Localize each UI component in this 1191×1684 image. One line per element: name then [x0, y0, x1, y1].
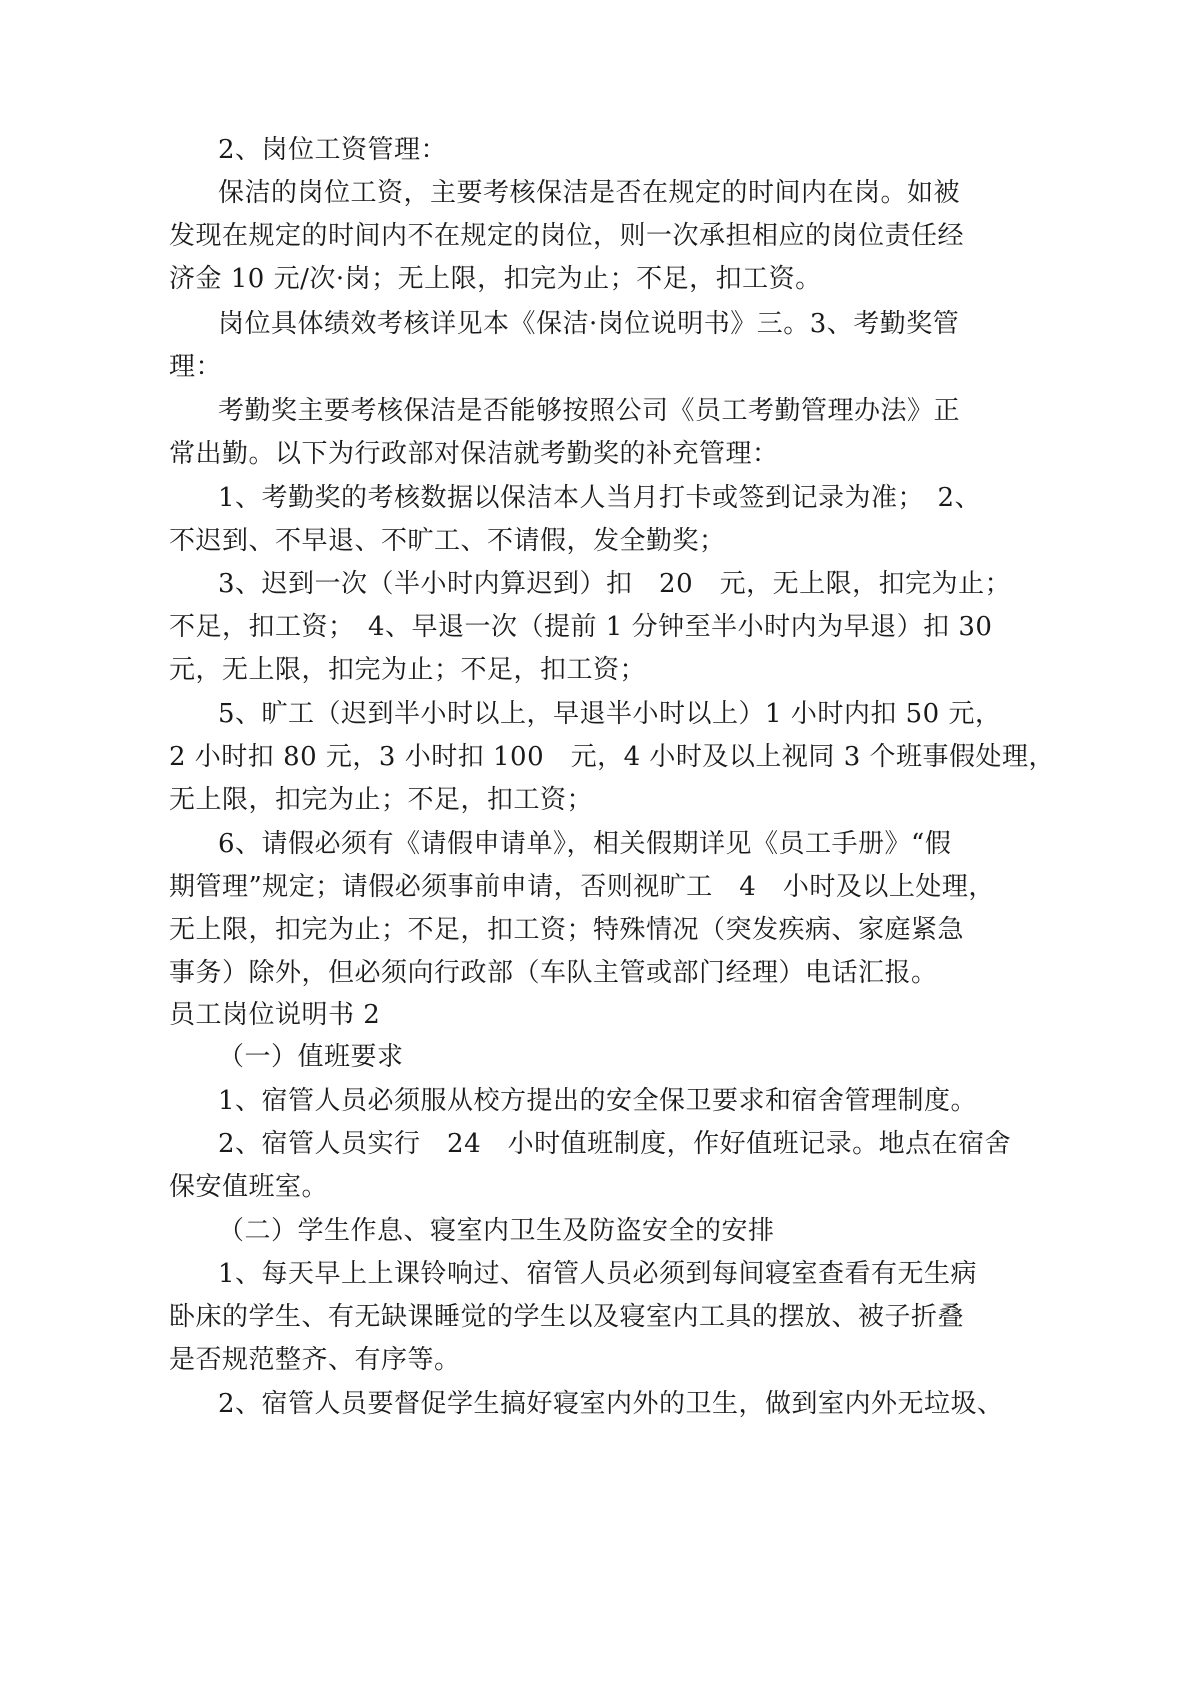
text-line: 2、岗位工资管理：	[218, 135, 448, 165]
text-line: 不足，扣工资； 4、早退一次（提前 1 分钟至半小时内为早退）扣 30	[169, 612, 993, 642]
text-line: 考勤奖主要考核保洁是否能够按照公司《员工考勤管理办法》正	[218, 396, 961, 426]
subsection-heading: （二）学生作息、寝室内卫生及防盗安全的安排	[218, 1216, 775, 1246]
text-line: 1、宿管人员必须服从校方提出的安全保卫要求和宿舍管理制度。	[218, 1086, 978, 1116]
text-line: 2 小时扣 80 元，3 小时扣 100 元，4 小时及以上视同 3 个班事假处理，	[169, 742, 1055, 772]
text-line: 卧床的学生、有无缺课睡觉的学生以及寝室内工具的摆放、被子折叠	[169, 1302, 965, 1332]
text-line: 无上限，扣完为止；不足，扣工资；特殊情况（突发疾病、家庭紧急	[169, 915, 965, 945]
text-line: 1、每天早上上课铃响过、宿管人员必须到每间寝室查看有无生病	[218, 1259, 978, 1289]
text-line: 2、宿管人员实行 24 小时值班制度，作好值班记录。地点在宿舍	[218, 1129, 1012, 1159]
text-line: 理：	[169, 352, 223, 382]
text-line: 事务）除外，但必须向行政部（车队主管或部门经理）电话汇报。	[169, 958, 938, 988]
section-title: 员工岗位说明书 2	[169, 1000, 381, 1030]
text-line: 无上限，扣完为止；不足，扣工资；	[169, 785, 594, 815]
text-line: 保安值班室。	[169, 1172, 329, 1202]
text-line: 岗位具体绩效考核详见本《保洁·岗位说明书》三。3、考勤奖管	[218, 309, 960, 339]
text-line: 1、考勤奖的考核数据以保洁本人当月打卡或签到记录为准； 2、	[218, 483, 982, 513]
text-line: 5、旷工（迟到半小时以上，早退半小时以上）1 小时内扣 50 元，	[218, 699, 1002, 729]
text-line: 保洁的岗位工资，主要考核保洁是否在规定的时间内在岗。如被	[218, 178, 961, 208]
text-line: 发现在规定的时间内不在规定的岗位，则一次承担相应的岗位责任经	[169, 221, 965, 251]
text-line: 期管理”规定；请假必须事前申请，否则视旷工 4 小时及以上处理，	[169, 872, 995, 902]
text-line: 元，无上限，扣完为止；不足，扣工资；	[169, 655, 647, 685]
text-line: 不迟到、不早退、不旷工、不请假，发全勤奖；	[169, 526, 726, 556]
text-line: 2、宿管人员要督促学生搞好寝室内外的卫生，做到室内外无垃圾、	[218, 1389, 1004, 1419]
text-line: 济金 10 元/次·岗；无上限，扣完为止；不足，扣工资。	[169, 264, 822, 294]
text-line: 常出勤。以下为行政部对保洁就考勤奖的补充管理：	[169, 439, 779, 469]
text-line: 是否规范整齐、有序等。	[169, 1345, 461, 1375]
text-line: 3、迟到一次（半小时内算迟到）扣 20 元，无上限，扣完为止；	[218, 569, 1012, 599]
text-line: 6、请假必须有《请假申请单》，相关假期详见《员工手册》“假	[218, 829, 952, 859]
subsection-heading: （一）值班要求	[218, 1042, 404, 1072]
